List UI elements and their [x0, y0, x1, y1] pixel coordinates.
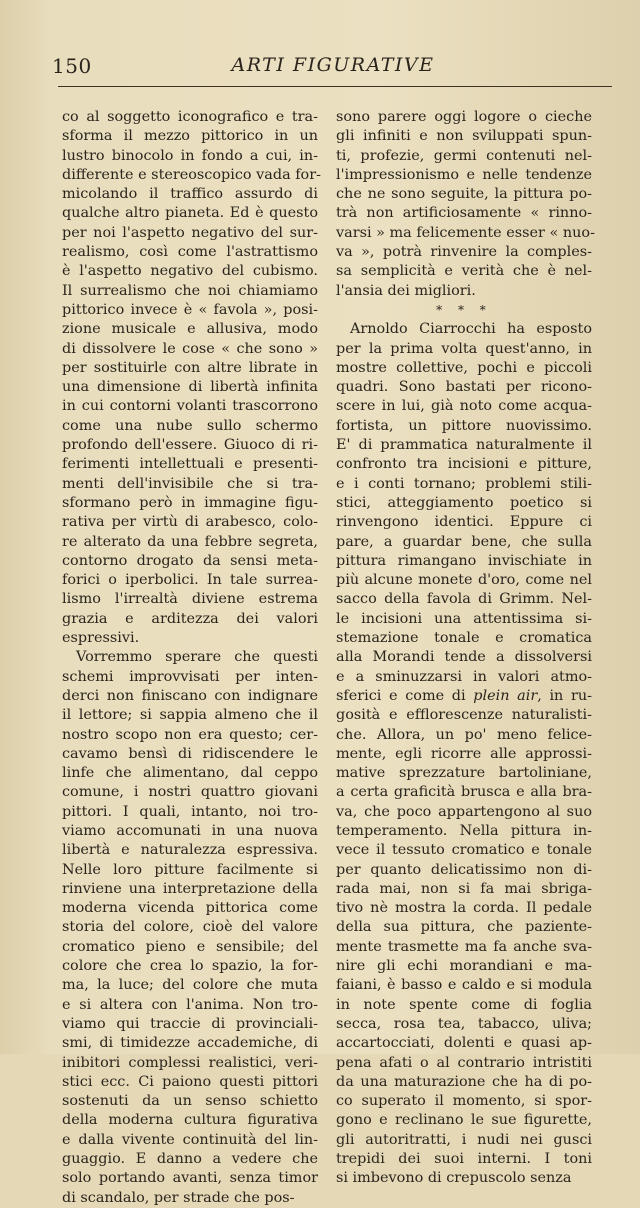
text-line: sono parere oggi logore o cieche — [336, 109, 592, 125]
text-line: Nelle loro pitture facilmente si — [62, 861, 318, 878]
text-line: tivo nè mostra la corda. Il pedale — [336, 900, 592, 917]
text-line: viamo qui traccie di provinciali- — [62, 1015, 318, 1032]
text-line: zione musicale e allusiva, modo — [62, 321, 318, 338]
text-line: smi, di timidezze accademiche, di — [62, 1035, 318, 1052]
text-line: ferimenti intellettuali e presenti- — [62, 456, 318, 473]
italic-phrase: plein air — [473, 687, 538, 704]
ciarrocchi-paragraph-start — [336, 320, 592, 687]
text-line: sacco della favola di Grimm. Nel- — [336, 591, 592, 608]
text-line: co al soggetto iconografico e tra- — [62, 109, 318, 125]
text-line: si imbevono di crepuscolo senza — [336, 1170, 572, 1187]
text-line: viamo accomunati in una nuova — [62, 822, 318, 839]
text-line: della sua pittura, che paziente- — [336, 919, 592, 936]
text-line: e si altera con l'anima. Non tro- — [62, 996, 318, 1013]
text-line: nostro scopo non era questo; cer- — [62, 726, 318, 743]
text-line: della moderna cultura figurativa — [62, 1112, 318, 1129]
text-line: va, che poco appartengono al suo — [336, 803, 592, 820]
text-line: micolando il traffico assurdo di — [62, 186, 318, 203]
running-title: ARTI FIGURATIVE — [231, 54, 435, 76]
text-line: che. Allora, un po' meno felice- — [336, 726, 592, 743]
text-line: libertà e naturalezza espressiva. — [62, 842, 318, 859]
text-line: pittura rimangano invischiate in — [336, 552, 592, 569]
text-line: re alterato da una febbre segreta, — [62, 533, 318, 550]
text-line: più alcune monete d'oro, come nel — [336, 572, 592, 589]
text-line: quadri. Sono bastati per ricono- — [336, 379, 592, 396]
text-line: guaggio. E danno a vedere che — [62, 1151, 318, 1168]
text-line: trà non artificiosamente « rinno- — [336, 205, 592, 222]
text-line: rinviene una interpretazione della — [62, 880, 318, 897]
text-line: schemi improvvisati per inten- — [62, 668, 318, 685]
text-line: che ne sono seguite, la pittura po- — [336, 186, 592, 203]
text-line: e dalla vivente continuità del lin- — [62, 1131, 318, 1148]
text-line: per la prima volta quest'anno, in — [336, 340, 592, 357]
right-column — [336, 108, 595, 1189]
text-line: da una maturazione che ha di po- — [336, 1073, 592, 1090]
header-rule — [58, 86, 612, 87]
text-line: sostenuti da un senso schietto — [62, 1093, 318, 1110]
text-line: pittorico invece è « favola », posi- — [62, 301, 318, 318]
text-line: moderna vicenda pittorica come — [62, 900, 318, 917]
text-line: vece il tessuto cromatico e tonale — [336, 842, 592, 859]
text-line: gli infiniti e non sviluppati spun- — [336, 128, 592, 145]
text-line: il lettore; si sappia almeno che il — [62, 707, 318, 724]
text-line: co superato il momento, si spor- — [336, 1093, 592, 1110]
text-line: di dissolvere le cose « che sono » — [62, 340, 318, 357]
text-line: alla Morandi tende a dissolversi — [336, 649, 592, 666]
text-line: in cui contorni volanti trascorrono — [62, 398, 318, 415]
text-line: stici ecc. Ci paiono questi pittori — [62, 1073, 318, 1090]
text-line: Vorremmo sperare che questi — [76, 649, 318, 666]
text-line: una dimensione di libertà infinita — [62, 379, 318, 396]
text-line: secca, rosa tea, tabacco, uliva; — [336, 1015, 592, 1032]
text-line: per sostituirle con altre librate in — [62, 359, 318, 376]
text-line: è l'aspetto negativo del cubismo. — [62, 263, 318, 280]
text-line: e a sminuzzarsi in valori atmo- — [336, 668, 592, 685]
text-line: contorno drogato da sensi meta- — [62, 552, 318, 569]
text-line: mative sprezzature bartoliniane, — [336, 765, 592, 782]
text-line: temperamento. Nella pittura in- — [336, 822, 592, 839]
text-line: realismo, così come l'astrattismo — [62, 244, 318, 261]
text-line: l'ansia dei migliori. — [336, 282, 476, 299]
text-line: differente e stereoscopico vada for- — [62, 166, 321, 183]
text-line: pittori. I quali, intanto, noi tro- — [62, 803, 318, 820]
text-line: di scandalo, per strade che pos- — [62, 1189, 295, 1206]
text-line: gono e reclinano le sue figurette, — [336, 1112, 592, 1129]
text-line: lustro binocolo in fondo a cui, in- — [62, 147, 318, 164]
text-line: grazia e arditezza dei valori — [62, 610, 318, 627]
section-separator: * * * — [436, 302, 492, 317]
left-column — [62, 108, 321, 1208]
text-line: Il surrealismo che noi chiamiamo — [62, 282, 318, 299]
text-line: le incisioni una attentissima si- — [336, 610, 592, 627]
text-line: e i conti tornano; problemi stili- — [336, 475, 592, 492]
text-line: pare, a guardar bene, che sulla — [336, 533, 592, 550]
text-line: rinvengono identici. Eppure ci — [336, 514, 592, 531]
text-line: E' di prammatica naturalmente il — [336, 437, 592, 454]
text-line — [336, 687, 592, 706]
text-line: rativa per virtù di arabesco, colo- — [62, 514, 318, 531]
text-line: nire gli echi morandiani e ma- — [336, 958, 592, 975]
text-line: linfe che alimentano, dal ceppo — [62, 765, 318, 782]
text-run: , in ru- — [537, 687, 592, 704]
text-line: storia del colore, cioè del valore — [62, 919, 318, 936]
text-line: mostre collettive, pochi e piccoli — [336, 359, 592, 376]
text-line: gli autoritratti, i nudi nei gusci — [336, 1131, 592, 1148]
text-line: pena afati o al contrario intristiti — [336, 1054, 592, 1071]
text-line: scere in lui, già noto come acqua- — [336, 398, 592, 415]
text-line: mente trasmette ma fa anche sva- — [336, 938, 592, 955]
text-line: forici o iperbolici. In tale surrea- — [62, 572, 318, 589]
text-line: qualche altro pianeta. Ed è questo — [62, 205, 318, 222]
text-line: espressivi. — [62, 630, 140, 647]
text-line: rada mai, non si fa mai sbriga- — [336, 880, 592, 897]
text-line: inibitori complessi realistici, veri- — [62, 1054, 318, 1071]
text-line: per noi l'aspetto negativo del sur- — [62, 224, 318, 241]
text-line: lismo l'irrealtà diviene estrema — [62, 591, 318, 608]
text-line: stemazione tonale e cromatica — [336, 630, 592, 647]
text-line: ti, profezie, germi contenuti nel- — [336, 147, 592, 164]
ciarrocchi-paragraph-continued — [336, 706, 592, 1188]
text-line: fortista, un pittore nuovissimo. — [336, 417, 592, 434]
text-line: in note spente come di foglia — [336, 996, 592, 1013]
text-line: sa semplicità e verità che è nel- — [336, 263, 592, 280]
text-line: confronto tra incisioni e pitture, — [336, 456, 592, 473]
text-line: va », potrà rinvenire la comples- — [336, 244, 592, 261]
page-number: 150 — [52, 54, 92, 78]
text-line: mente, egli ricorre alle approssi- — [336, 745, 592, 762]
text-line: cavamo bensì di ridiscendere le — [62, 745, 318, 762]
text-line: sformano però in immagine figu- — [62, 494, 318, 511]
text-run: sferici e come di — [336, 687, 474, 704]
text-line: derci non finiscano con indignare — [62, 687, 318, 704]
text-line: stici, atteggiamento poetico si — [336, 494, 592, 511]
text-line: varsi » ma felicemente esser « nuo- — [336, 224, 595, 241]
text-line: ma, la luce; del colore che muta — [62, 977, 318, 994]
text-line: comune, i nostri quattro giovani — [62, 784, 318, 801]
text-line: menti dell'invisibile che si tra- — [62, 475, 318, 492]
text-line: solo portando avanti, senza timor — [62, 1170, 318, 1187]
text-line: accartocciati, dolenti e quasi ap- — [336, 1035, 592, 1052]
right-column-paragraph-end — [336, 108, 595, 301]
text-line: a certa graficità brusca e alla bra- — [336, 784, 592, 801]
running-head — [52, 54, 614, 82]
text-line: profondo dell'essere. Giuoco di ri- — [62, 437, 318, 454]
text-line: gosità e efflorescenze naturalisti- — [336, 707, 592, 724]
text-line: l'impressionismo e nelle tendenze — [336, 166, 592, 183]
text-line: cromatico pieno e sensibile; del — [62, 938, 318, 955]
text-line: trepidi dei suoi interni. I toni — [336, 1151, 592, 1168]
text-line: faiani, è basso e caldo e si modula — [336, 977, 592, 994]
text-line: sforma il mezzo pittorico in un — [62, 128, 318, 145]
text-line: Arnoldo Ciarrocchi ha esposto — [350, 321, 592, 338]
text-line: come una nube sullo schermo — [62, 417, 318, 434]
text-line: per quanto delicatissimo non di- — [336, 861, 592, 878]
text-line: colore che crea lo spazio, la for- — [62, 958, 318, 975]
